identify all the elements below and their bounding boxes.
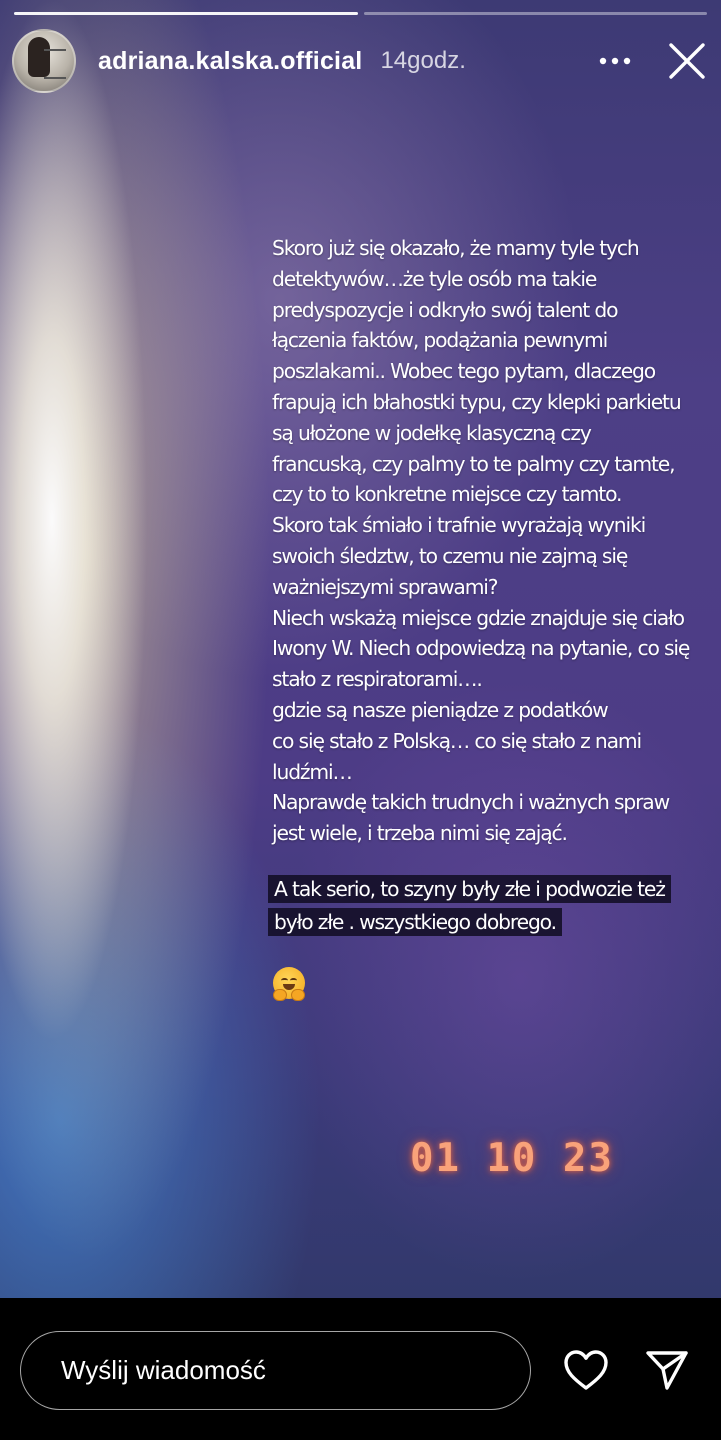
story-text: Skoro już się okazało, że mamy tyle tych detektywów…że tyle osób ma takie predyspozycje i odkryło swój talent do łączenia faktów, podążania pewnymi poszlakami.. Wobec tego pytam, dlaczego frapują ich błahostki typu, czy klepki parkietu są ułożone w jodełkę klasyczną czy francuską, czy palmy to te palmy czy tamte, czy to to konkretne miejsce czy tamto. Skoro tak śmiało i trafnie wyrażają wyniki swoich śledztw, to czemu nie zajmą się ważniejszymi sprawami? Niech wskażą miejsce gdzie znajduje się ciało Iwony W. Niech odpowiedzą na pytanie, co się stało z respiratorami…. gdzie są nasze pieniądze z podatków co się stało z Polską… co się stało z nami ludźmi… Naprawdę takich trudnych i ważnych spraw jest wiele, i trzeba nimi się zająć.: [272, 236, 690, 846]
send-icon: [645, 1349, 689, 1391]
send-button[interactable]: [645, 1349, 689, 1396]
username[interactable]: adriana.kalska.official: [98, 46, 363, 75]
story-progress: [14, 12, 707, 15]
more-options-button[interactable]: [593, 39, 637, 83]
reply-input[interactable]: [20, 1331, 531, 1410]
reply-placeholder: Wyślij wiadomość: [61, 1355, 266, 1385]
date-stamp: 01 10 23: [410, 1136, 614, 1181]
avatar[interactable]: [12, 29, 76, 93]
hugging-face-emoji-icon: [273, 967, 305, 999]
heart-icon: [563, 1349, 609, 1391]
progress-segment-2: [364, 12, 708, 15]
close-icon: [667, 41, 707, 81]
like-button[interactable]: [563, 1349, 609, 1396]
story-footer: [0, 1298, 721, 1440]
highlight-text-span: A tak serio, to szyny były złe i podwozie też było złe . wszystkiego dobrego.: [268, 875, 671, 936]
close-button[interactable]: [665, 39, 709, 83]
progress-segment-1: [14, 12, 358, 15]
story-header: [12, 28, 709, 94]
more-dots-icon: [598, 56, 632, 66]
story-highlight-text: [268, 873, 698, 939]
post-time: 14godz.: [380, 47, 466, 74]
